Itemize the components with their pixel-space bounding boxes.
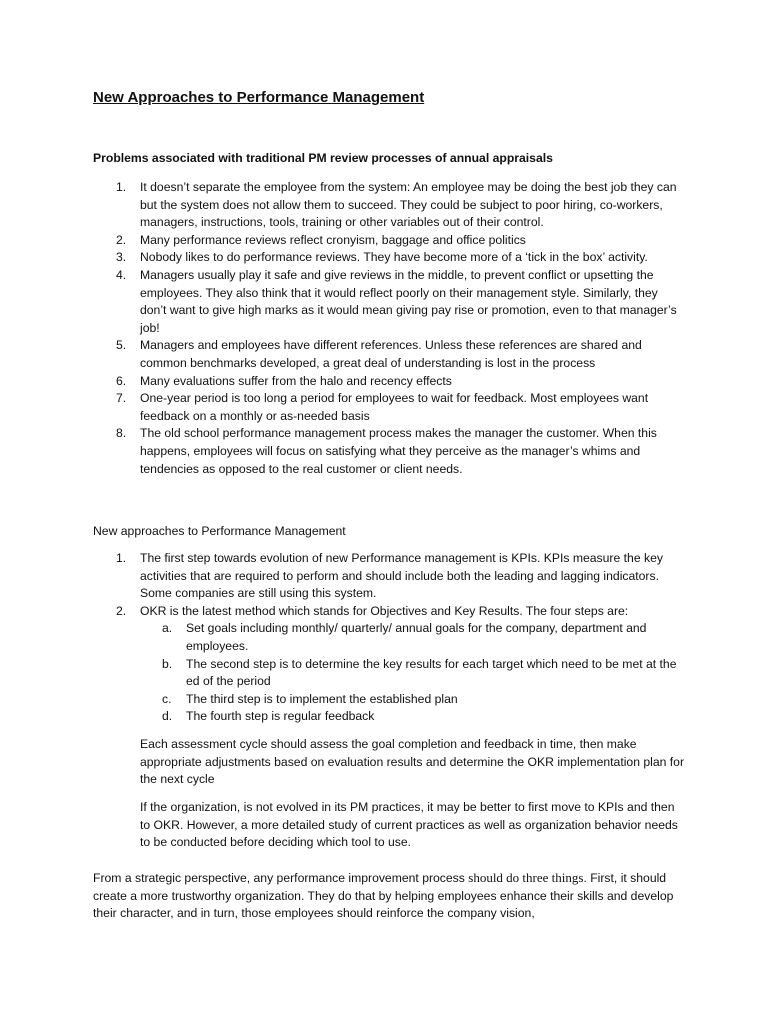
list-item-text: Many evaluations suffer from the halo and recency effects	[140, 373, 452, 388]
sub-list-item-text: Set goals including monthly/ quarterly/ annual goals for the company, department and employees.	[186, 621, 647, 653]
sub-list-item	[140, 656, 683, 691]
list-item	[93, 390, 683, 425]
list-item-text: One-year period is too long a period for employees to wait for feedback. Most employees want feedback on a monthly or as-needed basis	[140, 391, 649, 423]
list-item-text: It doesn’t separate the employee from the system: An employee may be doing the best job they can but the system does not allow them to succeed. They could be subject to poor hiring, co-workers, managers, instructions, tools, training or other variables out of their control.	[140, 180, 677, 230]
list-item	[93, 232, 683, 250]
list-item	[93, 267, 683, 337]
list-item	[93, 550, 683, 603]
list-number: 2.	[116, 232, 127, 247]
sub-list-letter: d.	[162, 709, 173, 724]
closing-text-2: . First, it should create a more trustworthy organization. They do that by helping employees enhance their skills and develop their character, and in turn, those employees should reinforce the company vision,	[93, 871, 674, 921]
list-item-text: Nobody likes to do performance reviews. They have become more of a ‘tick in the box’ activity.	[140, 250, 648, 265]
sub-list-letter: a.	[162, 621, 173, 636]
list-item	[93, 337, 683, 372]
list-item-text: Managers usually play it safe and give reviews in the middle, to prevent conflict or upsetting the employees. They also think that it would reflect poorly on their management style. Similarly, they don’t want to give high marks as it would mean giving pay rise or promotion, even to that manager’s job!	[140, 267, 677, 335]
new-approaches-list	[93, 550, 683, 726]
problems-list	[93, 179, 683, 478]
list-number: 6.	[116, 373, 127, 388]
list-number: 8.	[116, 426, 127, 441]
kpi-okr-paragraph: If the organization, is not evolved in its PM practices, it may be better to first move to KPIs and then to OKR. However, a more detailed study of current practices as well as organization behavior needs to be conducted before deciding which tool to use.	[140, 800, 678, 850]
list-number: 2.	[116, 603, 127, 618]
closing-text-1: From a strategic perspective, any performance improvement process	[93, 871, 469, 885]
list-item	[93, 603, 683, 726]
closing-paragraph	[93, 869, 685, 923]
list-number: 7.	[116, 391, 127, 406]
list-item-text: Many performance reviews reflect cronyism, baggage and office politics	[140, 232, 526, 247]
okr-cycle-paragraph: Each assessment cycle should assess the goal completion and feedback in time, then make appropriate adjustments based on evaluation results and determine the OKR implementation plan for the next cycle	[140, 737, 685, 787]
list-number: 5.	[116, 338, 127, 353]
closing-text-emphasis: should do three things	[468, 870, 584, 885]
section-heading-problems: Problems associated with traditional PM review processes of annual appraisals	[93, 151, 553, 165]
list-number: 3.	[116, 250, 127, 265]
list-item	[93, 425, 683, 478]
list-item-text: Managers and employees have different references. Unless these references are shared and common benchmarks developed, a great deal of understanding is lost in the process	[140, 338, 642, 370]
sub-list-item	[140, 691, 683, 709]
list-item-text: OKR is the latest method which stands for Objectives and Key Results. The four steps are:	[140, 603, 629, 618]
sub-list-item-text: The fourth step is regular feedback	[186, 709, 375, 724]
list-item	[93, 179, 683, 232]
sub-list-letter: b.	[162, 656, 173, 671]
list-number: 1.	[116, 180, 127, 194]
list-item	[93, 373, 683, 391]
document-title: New Approaches to Performance Management	[93, 89, 425, 106]
sub-list-item	[140, 620, 683, 655]
section-heading-new-approaches: New approaches to Performance Management	[93, 524, 346, 538]
sub-list-item-text: The second step is to determine the key results for each target which need to be met at the ed of the period	[186, 656, 677, 689]
okr-steps-list	[140, 620, 683, 726]
list-item	[93, 249, 683, 267]
sub-list-item-text: The third step is to implement the established plan	[186, 691, 458, 706]
list-number: 4.	[116, 267, 127, 282]
sub-list-item	[140, 708, 683, 726]
sub-list-letter: c.	[162, 691, 172, 706]
list-item-text: The first step towards evolution of new Performance management is KPIs. KPIs measure the key activities that are required to perform and should include both the leading and lagging indicators. Some companies are still using this system.	[140, 551, 663, 601]
list-number: 1.	[116, 551, 127, 565]
list-item-text: The old school performance management process makes the manager the customer. When this happens, employees will focus on satisfying what they perceive as the manager’s whims and tendencies as opposed to the real customer or client needs.	[140, 426, 657, 476]
